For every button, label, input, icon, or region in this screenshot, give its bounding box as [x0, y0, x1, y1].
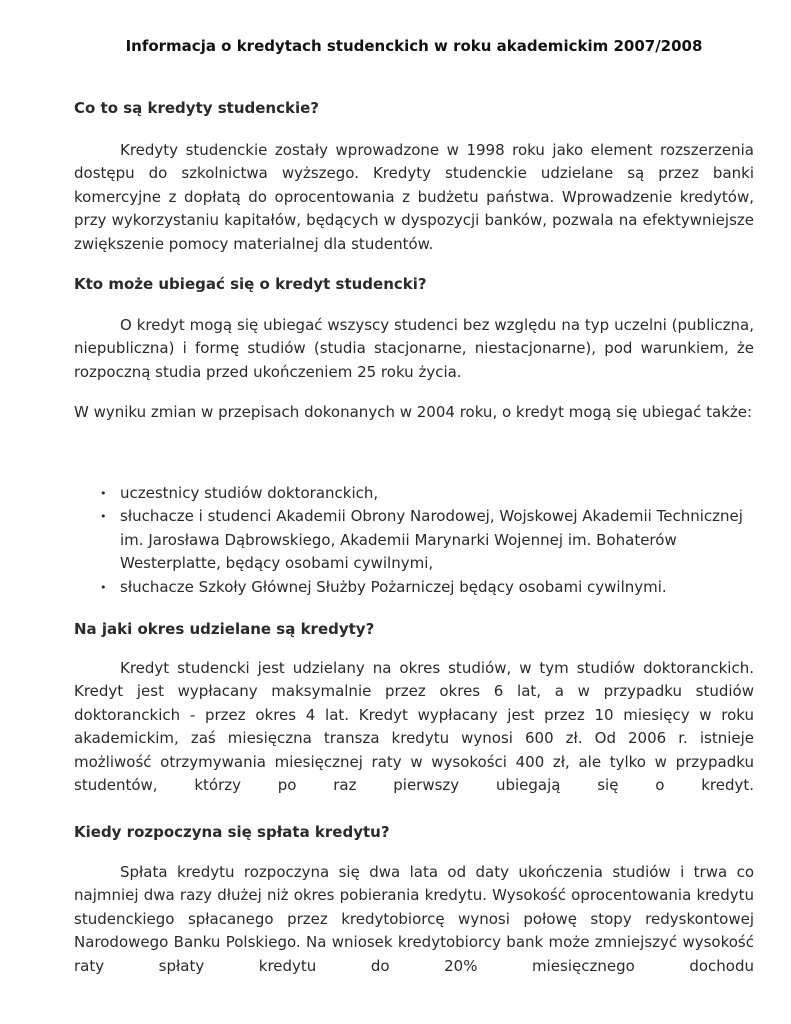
list-item-text: słuchacze Szkoły Głównej Służby Pożarniczej będący osobami cywilnymi. [120, 577, 667, 596]
bullet-icon: • [100, 580, 107, 594]
section-heading-what-are-student-loans: Co to są kredyty studenckie? [74, 99, 319, 117]
eligible-groups-list [74, 482, 754, 599]
document-title: Informacja o kredytach studenckich w roku akademickim 2007/2008 [125, 37, 703, 55]
list-item-text: uczestnicy studiów doktoranckich, [120, 484, 379, 502]
paragraph-eligibility: O kredyt mogą się ubiegać wszyscy studenci bez względu na typ uczelni (publiczna, niepubliczna) i formę studiów (studia stacjonarne, niestacjonarne), pod warunkiem, że rozpoczną studia przed ukończeniem 25 roku życia. [74, 316, 754, 381]
section-heading-loan-period: Na jaki okres udzielane są kredyty? [74, 620, 375, 638]
section-heading-repayment-start: Kiedy rozpoczyna się spłata kredytu? [74, 823, 390, 841]
paragraph-what-are-student-loans: Kredyty studenckie zostały wprowadzone w 1998 roku jako element rozszerzenia dostępu do szkolnictwa wyższego. Kredyty studenckie udzielane są przez banki komercyjne z dopłatą do oprocentowania z budżetu państwa. Wprowadzenie kredytów, przy wykorzystaniu kapitałów, będących w dyspozycji banków, pozwala na efektywniejsze zwiększenie pomocy materialnej dla studentów. [74, 141, 754, 253]
section-heading-who-can-apply: Kto może ubiegać się o kredyt studencki? [74, 275, 427, 293]
list-item [74, 505, 754, 575]
bullet-icon: • [100, 510, 107, 524]
list-item [74, 576, 754, 599]
bullet-icon: • [100, 487, 107, 500]
list-item-text: słuchacze i studenci Akademii Obrony Narodowej, Wojskowej Akademii Technicznej im. Jarosława Dąbrowskiego, Akademii Marynarki Wojennej im. Bohaterów Westerplatte, będący osobami cywilnymi, [120, 507, 743, 573]
list-item [74, 482, 754, 505]
paragraph-repayment: Spłata kredytu rozpoczyna się dwa lata od daty ukończenia studiów i trwa co najmniej dwa razy dłużej niż okres pobierania kredytu. Wysokość oprocentowania kredytu studenckiego spłacanego przez kredytobiorcę wynosi połowę stopy redyskontowej Narodowego Banku Polskiego. Na wniosek kredytobiorcy bank może zmniejszyć wysokość raty spłaty kredytu do 20% miesięcznego dochodu [74, 863, 754, 975]
paragraph-loan-period: Kredyt studencki jest udzielany na okres studiów, w tym studiów doktoranckich. Kredyt jest wypłacany maksymalnie przez okres 6 lat, a w przypadku studiów doktoranckich - przez okres 4 lat. Kredyt wypłacany jest przez 10 miesięcy w roku akademickim, zaś miesięczna transza kredytu wynosi 600 zł. Od 2006 r. istnieje możliwość otrzymywania miesięcznej raty w wysokości 400 zł, ale tylko w przypadku studentów, którzy po raz pierwszy ubiegają się o kredyt. [74, 659, 754, 795]
paragraph-2004-changes: W wyniku zmian w przepisach dokonanych w 2004 roku, o kredyt mogą się ubiegać także: [74, 403, 753, 421]
